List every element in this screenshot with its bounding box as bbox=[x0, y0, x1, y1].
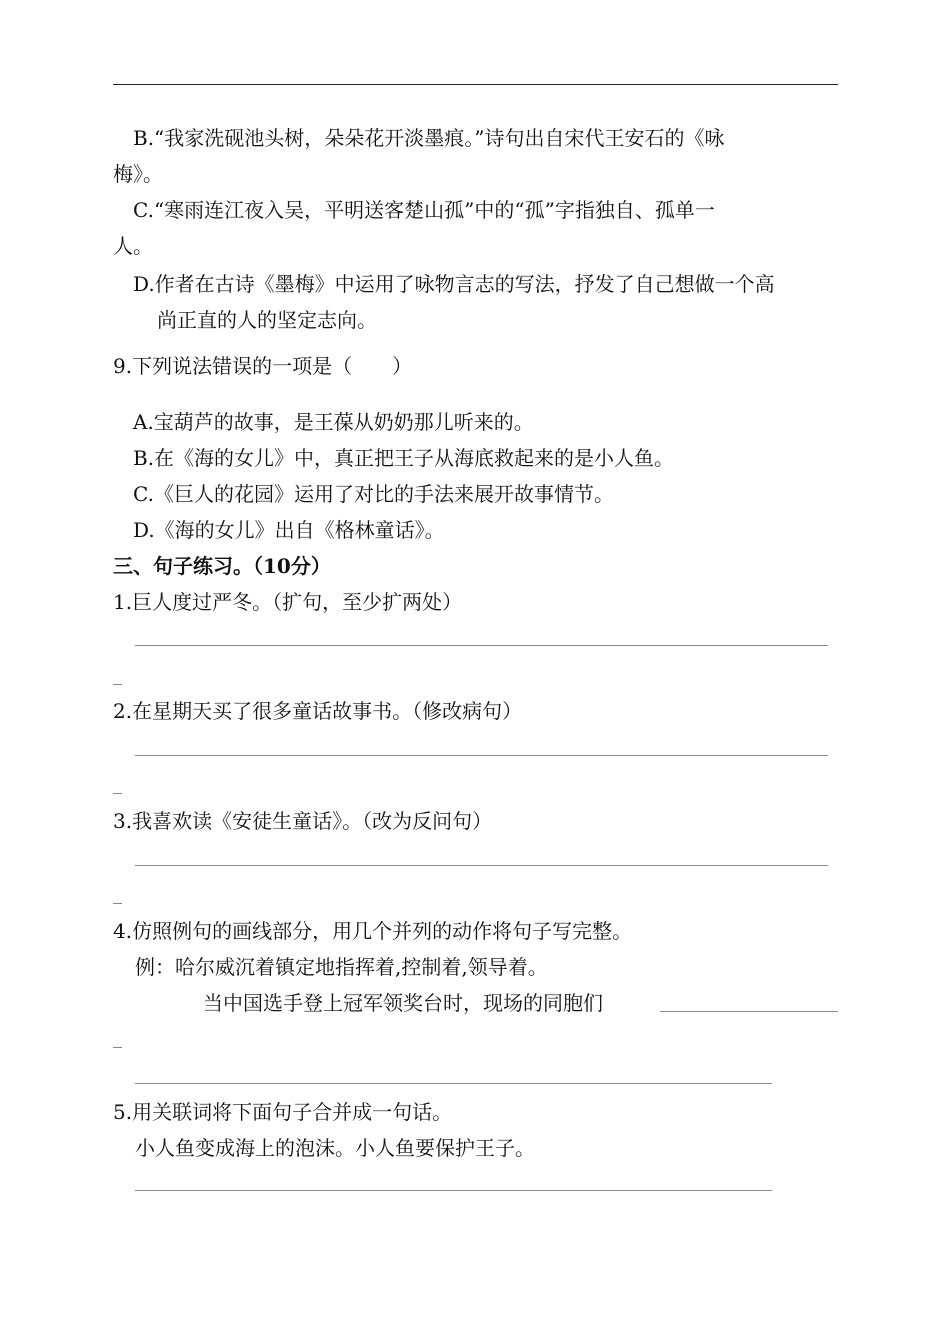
s3-q3: 3.我喜欢读《安徒生童话》。（改为反问句） bbox=[113, 809, 493, 833]
s3-q1-answer-line-end bbox=[113, 684, 122, 685]
section3-heading: 三、句子练习。（10分） bbox=[113, 554, 331, 578]
s3-q4-prompt: 当中国选手登上冠军领奖台时，现场的同胞们 bbox=[203, 991, 603, 1015]
s3-q4-answer-line-inline[interactable] bbox=[660, 1011, 838, 1012]
q9-option-d: D.《海的女儿》出自《格林童话》。 bbox=[133, 518, 445, 542]
s3-q2: 2.在星期天买了很多童话故事书。（修改病句） bbox=[113, 699, 523, 723]
s3-q2-answer-line-end bbox=[113, 793, 122, 794]
s3-q5: 5.用关联词将下面句子合并成一句话。 bbox=[113, 1100, 453, 1124]
s3-q4: 4.仿照例句的画线部分，用几个并列的动作将句子写完整。 bbox=[113, 919, 633, 943]
q8-option-d-line1: D.作者在古诗《墨梅》中运用了咏物言志的写法，抒发了自己想做一个高 bbox=[133, 272, 775, 296]
q8-option-b-line1: B.“我家洗砚池头树，朵朵花开淡墨痕。”诗句出自宋代王安石的《咏 bbox=[133, 126, 725, 150]
q8-option-d-line2: 尚正直的人的坚定志向。 bbox=[157, 308, 377, 332]
s3-q3-answer-line-end bbox=[113, 903, 122, 904]
s3-q4-answer-line[interactable] bbox=[135, 1083, 772, 1084]
q9-option-a: A.宝葫芦的故事，是王葆从奶奶那儿听来的。 bbox=[133, 410, 534, 434]
s3-q5-sentences: 小人鱼变成海上的泡沫。小人鱼要保护王子。 bbox=[135, 1136, 535, 1160]
q8-option-c-line2: 人。 bbox=[113, 234, 153, 258]
header-rule bbox=[113, 84, 838, 85]
s3-q4-example: 例：哈尔威沉着镇定地指挥着,控制着,领导着。 bbox=[135, 955, 548, 979]
q8-option-b-line2: 梅》。 bbox=[113, 162, 163, 186]
q9-option-c: C.《巨人的花园》运用了对比的手法来展开故事情节。 bbox=[133, 482, 614, 506]
q9-option-b: B.在《海的女儿》中，真正把王子从海底救起来的是小人鱼。 bbox=[133, 446, 675, 470]
s3-q1: 1.巨人度过严冬。（扩句，至少扩两处） bbox=[113, 590, 463, 614]
s3-q1-answer-line[interactable] bbox=[135, 645, 828, 646]
s3-q4-answer-line-end bbox=[113, 1047, 122, 1048]
q8-option-c-line1: C.“寒雨连江夜入吴，平明送客楚山孤”中的“孤”字指独自、孤单一 bbox=[133, 198, 715, 222]
q9-stem: 9.下列说法错误的一项是（ ） bbox=[113, 354, 413, 378]
s3-q2-answer-line[interactable] bbox=[135, 755, 828, 756]
s3-q3-answer-line[interactable] bbox=[135, 865, 828, 866]
s3-q5-answer-line[interactable] bbox=[135, 1190, 772, 1191]
